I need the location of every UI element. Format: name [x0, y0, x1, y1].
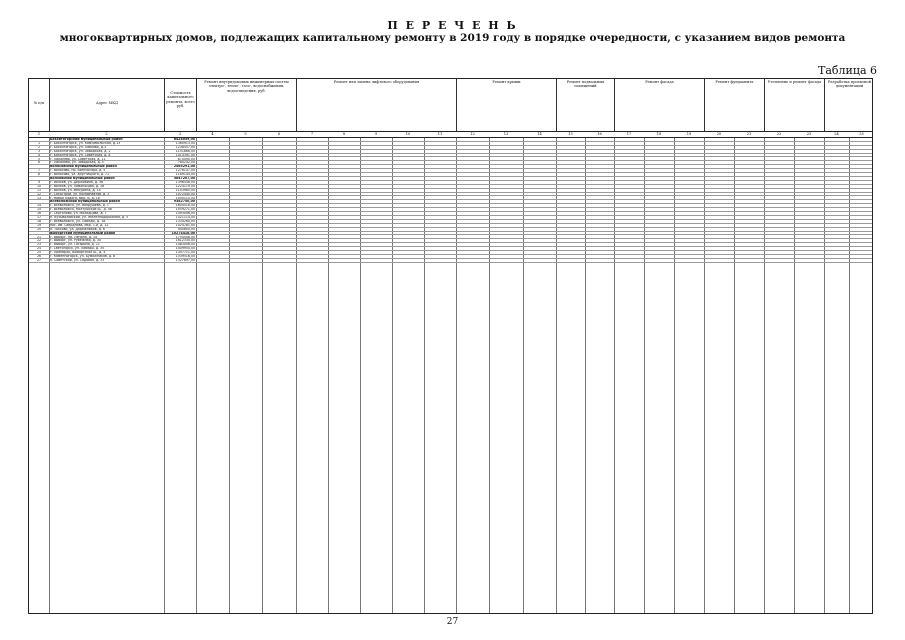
row-number: 23 [36, 243, 42, 247]
row-number: 13 [36, 196, 42, 200]
row-address: г. Бокситогорск, ул. Заводская, д. 2 [50, 149, 111, 153]
row-number: 15 [36, 208, 42, 212]
column-number: 13 [503, 132, 509, 136]
table-label: Таблица 6 [818, 64, 877, 77]
row-number: 22 [36, 239, 42, 243]
row-total: 1493006,00 [175, 212, 195, 216]
row-total: 1327897,00 [175, 258, 195, 262]
row-address: г. Волосово, ул. Хрустицкого, д. 71 [50, 173, 110, 177]
row-total: 1151866,00 [175, 149, 195, 153]
row-total: 1014391,00 [175, 153, 195, 157]
row-address: г. Бокситогорск, ул. Комсомольская, д.13 [50, 141, 121, 145]
row-total: 1103985,00 [175, 188, 195, 192]
column-number: 7 [310, 132, 314, 136]
row-address: п. Токсово, ул. Дорожников, д. 6 [50, 227, 105, 231]
column-number: 14 [537, 132, 542, 136]
row-number: 6 [37, 161, 41, 165]
row-total: 1754008,00 [175, 235, 195, 239]
row-total: 1189144,00 [175, 173, 195, 177]
header-total: Стоимость капитального ремонта, всего руб. [164, 79, 196, 131]
column-number: 5 [244, 132, 247, 136]
column-number: 23 [806, 132, 812, 136]
table-body [28, 138, 873, 614]
column-number: 15 [568, 132, 573, 136]
row-number: 27 [36, 258, 42, 262]
column-number: 11 [437, 132, 443, 136]
row-number: 24 [36, 247, 42, 251]
row-address: г. Волхов, ул. Мичурина, д. 14 [50, 188, 101, 192]
row-address: г. Всеволожск, ул. Победы, д. 18 [50, 219, 106, 223]
column-number: 20 [716, 132, 722, 136]
row-total: 1339516,00 [175, 255, 195, 258]
row-number: 4 [37, 153, 41, 157]
row-number: 19 [36, 223, 42, 227]
table-row [29, 259, 872, 263]
row-address: г. Всеволожск, Колтушское ш., д. 48 [50, 208, 112, 212]
row-address: г. Сертолово, ул. Молодцова, д. 7 [50, 212, 107, 216]
header-facade: Ремонт фасада [614, 79, 704, 131]
row-number: 26 [36, 255, 42, 258]
row-address: г. Сясьстрой, ул. Космонавтов, д. 2 [50, 192, 110, 196]
row-total: 5847207,00 [173, 177, 195, 180]
row-total: 1396548,00 [175, 180, 195, 184]
row-address: г. Каменногорск, ул. Бумажников, д. 8 [50, 255, 116, 258]
row-total: 784242,00 [177, 161, 195, 165]
row-address: г. Пикалево, ул. Заводская, д. 5 [50, 161, 104, 165]
column-number: 8 [342, 132, 346, 136]
row-address: п. Советский, ул. Садовая, д. 33 [50, 258, 105, 262]
row-number: 11 [36, 188, 42, 192]
row-number: 3 [37, 149, 41, 153]
row-total: 10274418,00 [171, 231, 195, 235]
row-total: 1604518,00 [175, 204, 195, 208]
column-number: 17 [626, 132, 632, 136]
column-number: 22 [776, 132, 782, 136]
row-total: 1072440,00 [175, 192, 195, 196]
page-number: 27 [446, 617, 459, 627]
row-address: г. Волосово, пр. Вингиссара, д. 5 [50, 169, 106, 173]
row-number: 16 [36, 212, 42, 216]
row-total: 6424059,00 [173, 138, 195, 141]
row-address: г. Всеволожск, ул. Вахрушева, д. 1 [50, 204, 109, 208]
page-title: П Е Р Е Ч Е Н Ь [387, 19, 518, 32]
table-header [28, 78, 873, 132]
row-total: 1276147,00 [175, 169, 195, 173]
column-number: 25 [859, 132, 864, 136]
column-number: 21 [746, 132, 752, 136]
row-total: 1409950,00 [175, 247, 195, 251]
row-address: г. Выборг, пр. Ленина, д. 14 [50, 235, 98, 239]
row-total: 1360913,00 [175, 141, 195, 145]
row-address: г. Волхов, ул. Ломоносова, д. 28 [50, 184, 105, 188]
header-foundation: Ремонт фундамента [704, 79, 764, 131]
column-number: 12 [470, 132, 475, 136]
header-address: Адрес МКД [49, 79, 164, 131]
row-total: 1224119,00 [175, 184, 195, 188]
row-number: 21 [36, 235, 42, 239]
row-total: 1421114,00 [175, 216, 195, 219]
row-number: 25 [36, 251, 42, 255]
row-address: Бокситогорский муниципальный район [50, 138, 123, 141]
row-number: 5 [37, 157, 41, 161]
column-number: 1 [37, 132, 41, 136]
row-total: 945800,00 [177, 227, 195, 231]
row-total: 1334260,00 [175, 219, 195, 223]
header-number: № п/п [33, 101, 45, 105]
row-address: Волховский муниципальный район [50, 177, 115, 180]
header-basement: Ремонт подвальных помещений [556, 79, 614, 131]
row-total: 1347711,00 [175, 251, 195, 255]
row-address: г. Бокситогорск, ул. Павлова, д.3 [50, 145, 107, 149]
row-total: 1559271,00 [175, 208, 195, 212]
row-number: 17 [36, 216, 42, 219]
row-address: Волосовский муниципальный район [50, 165, 117, 169]
row-address: г. Выборг, ул. Рубежная, д. 30 [50, 239, 101, 243]
row-address: г. Приморск, Выборгское ш., д. 4 [50, 251, 106, 255]
row-number: 10 [36, 184, 42, 188]
column-number: 16 [597, 132, 602, 136]
row-address: г. Волхов, ул. Державина, д. 56 [50, 180, 104, 184]
row-total: 1612330,00 [175, 239, 195, 243]
header-insulation: Утепление и ремонт фасада [764, 79, 824, 131]
header-engineering: Ремонт внутридомовых инженерных систем электро-, тепло-, газо-, водоснабжения, водоотведения, руб. [196, 79, 296, 131]
column-number: 3 [178, 132, 182, 136]
column-number: 6 [277, 132, 281, 136]
row-address: Всеволожский муниципальный район [50, 200, 120, 204]
row-address: г. Новая Ладога, мкр. В, д. 16 [50, 196, 100, 200]
column-number: 24 [834, 132, 839, 136]
row-number: 12 [36, 192, 42, 196]
row-total: 1024781,00 [175, 223, 195, 227]
row-total: 1483006,00 [175, 243, 195, 247]
row-number: 20 [36, 227, 42, 231]
row-total: 874090,00 [177, 157, 195, 161]
row-total: 1050115,00 [175, 196, 195, 200]
row-address: г. Светогорск, ул. Победы, д. 35 [50, 247, 105, 251]
row-address: пос. им. Свердлова, мкр. 1-й, д. 12 [50, 223, 109, 227]
row-address: г. Пикалево, ул. Советская, д. 11 [50, 157, 106, 161]
row-number: 14 [36, 204, 42, 208]
row-address: п. Кузьмоловский, ул. Железнодорожная, д. 5 [50, 216, 129, 219]
column-number: 9 [374, 132, 378, 136]
column-number: 4 [211, 132, 214, 136]
header-roof: Ремонт крыши [456, 79, 556, 131]
header-elevator: Ремонт или замена лифтового оборудования [296, 79, 456, 131]
row-address: г. Бокситогорск, ул. Советская, д. 8 [50, 153, 111, 157]
row-address: г. Выборг, ул. Гагарина, д. 11 [50, 243, 100, 247]
row-number: 1 [37, 141, 41, 145]
row-number: 9 [37, 180, 41, 184]
row-address: Выборгский муниципальный район [50, 231, 116, 235]
column-number: 10 [405, 132, 411, 136]
row-number: 18 [36, 219, 42, 223]
row-total: 1238557,00 [175, 145, 195, 149]
row-total: 2465291,00 [173, 165, 195, 169]
row-number: 7 [37, 169, 41, 173]
row-number: 2 [37, 145, 41, 149]
column-number: 18 [656, 132, 662, 136]
row-number: 8 [37, 173, 41, 177]
row-total: 9382750,00 [173, 200, 195, 204]
page-subtitle: многоквартирных домов, подлежащих капитальному ремонту в 2019 году в порядке очередности, с указанием видов ремонта [59, 32, 846, 44]
column-number: 2 [105, 132, 108, 136]
header-design-docs: Разработка проектной документации [824, 79, 874, 131]
column-number: 19 [686, 132, 692, 136]
